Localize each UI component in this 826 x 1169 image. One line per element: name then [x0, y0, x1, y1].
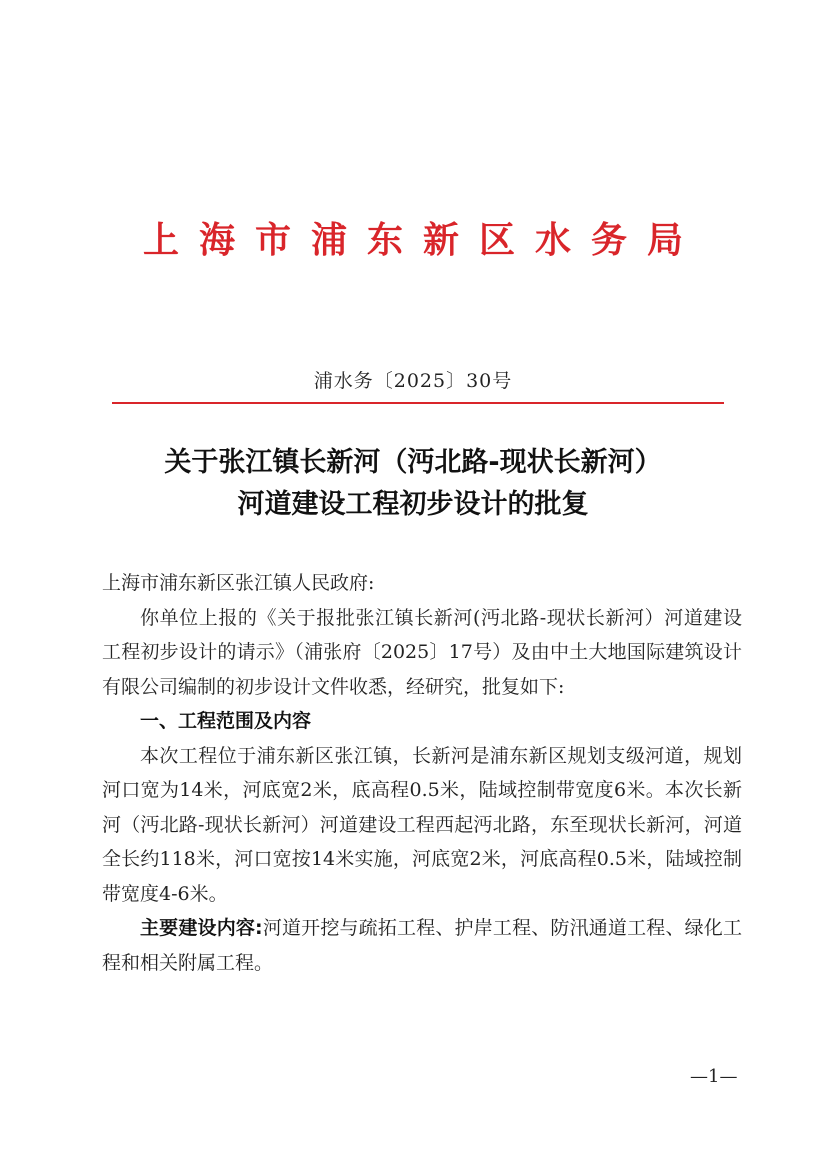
red-separator-line [112, 402, 724, 404]
document-number: 浦水务〔2025〕30号 [313, 370, 513, 392]
document-title [0, 442, 826, 526]
body-paragraph-request: 你单位上报的《关于报批张江镇长新河(沔北路-现状长新河）河道建设工程初步设计的请示》（浦张府〔2025〕17号）及由中土大地国际建筑设计有限公司编制的初步设计文件收悉，经研究，批复如下: [102, 606, 742, 698]
page-number: —1— [690, 1066, 738, 1087]
document-body [102, 566, 742, 980]
section-heading-scope: 一、工程范围及内容 [140, 710, 312, 732]
main-content-text: 河道开挖与疏拓工程、护岸工程、防汛通道工程、绿化工程和相关附属工程。 [102, 917, 742, 974]
issuing-agency-header: 上海市浦东新区水务局 [142, 219, 703, 261]
document-title-line-2: 河道建设工程初步设计的批复 [237, 489, 589, 520]
body-paragraph-main-content [102, 911, 742, 980]
body-paragraph-scope: 本次工程位于浦东新区张江镇，长新河是浦东新区规划支级河道，规划河口宽为14米，河底宽2米，底高程0.5米，陆域控制带宽度6米。本次长新河（沔北路-现状长新河）河道建设工程西起沔北路，东至现状长新河，河道全长约118米，河口宽按14米实施，河底宽2米，河底高程0.5米，陆域控制带宽度4-6米。 [102, 744, 742, 905]
main-content-label: 主要建设内容: [140, 917, 263, 939]
document-title-line-1: 关于张江镇长新河（沔北路-现状长新河） [164, 447, 662, 478]
addressee: 上海市浦东新区张江镇人民政府: [102, 572, 375, 594]
